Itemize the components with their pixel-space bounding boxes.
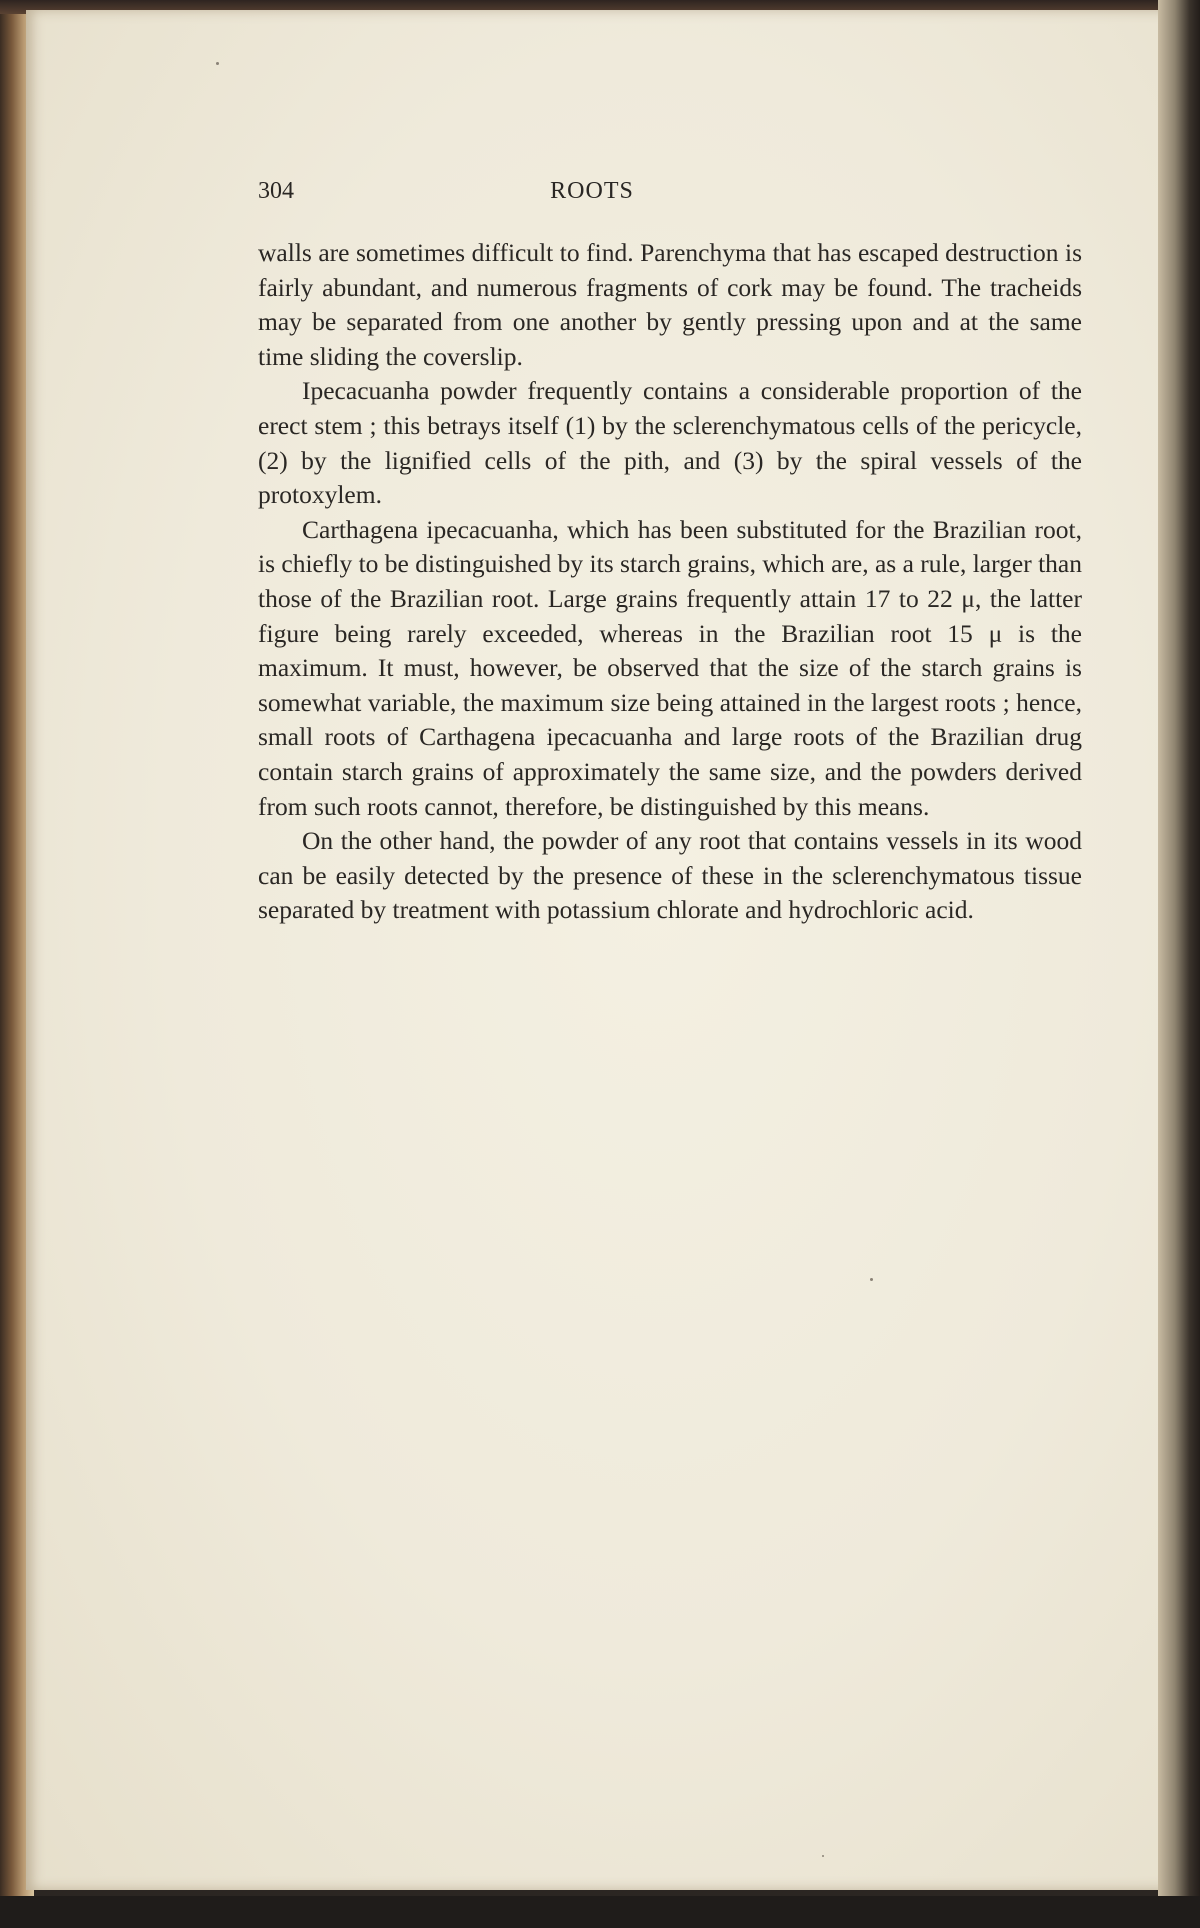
- page-number: 304: [258, 178, 294, 204]
- paragraph: walls are sometimes difficult to find. Parenchyma that has escaped destruction is fairly abundant, and numerous fragments of cork may be found. The tracheids may be separated from one another by gently pressing upon and at the same time sliding the coverslip.: [258, 238, 1082, 371]
- body-text: [258, 236, 1082, 928]
- paragraph: Ipecacuanha powder frequently contains a considerable proportion of the erect stem ; this betrays itself (1) by the sclerenchymatous cells of the pericycle, (2) by the lignified cells of the pith, and (3) by the spiral vessels of the protoxylem.: [258, 376, 1082, 510]
- page-edges-right: [1158, 0, 1200, 1928]
- running-head: ROOTS: [550, 178, 634, 204]
- paper-speck: [870, 1278, 873, 1281]
- paper-speck: [822, 1855, 824, 1857]
- paragraph: Carthagena ipecacuanha, which has been substituted for the Brazilian root, is chiefly to be distinguished by its starch grains, which are, as a rule, larger than those of the Brazilian root. Large grains frequently attain 17 to 22 μ, the latter figure being rarely exceeded, whereas in the Brazilian root 15 μ is the maximum. It must, however, be observed that the size of the starch grains is somewhat variable, the maximum size being attained in the largest roots ; hence, small roots of Carthagena ipecacuanha and large roots of the Brazilian drug contain starch grains of approximately the same size, and the powders derived from such roots cannot, therefore, be distinguished by this means.: [258, 514, 1082, 821]
- paper-speck: [216, 62, 219, 65]
- page-header: [258, 178, 1088, 214]
- paragraph: On the other hand, the powder of any root that contains vessels in its wood can be easily detected by the presence of these in the sclerenchymatous tissue separated by treatment with potassium chlorate and hydrochloric acid.: [258, 826, 1082, 925]
- scan-bottom-border: [0, 1896, 1200, 1928]
